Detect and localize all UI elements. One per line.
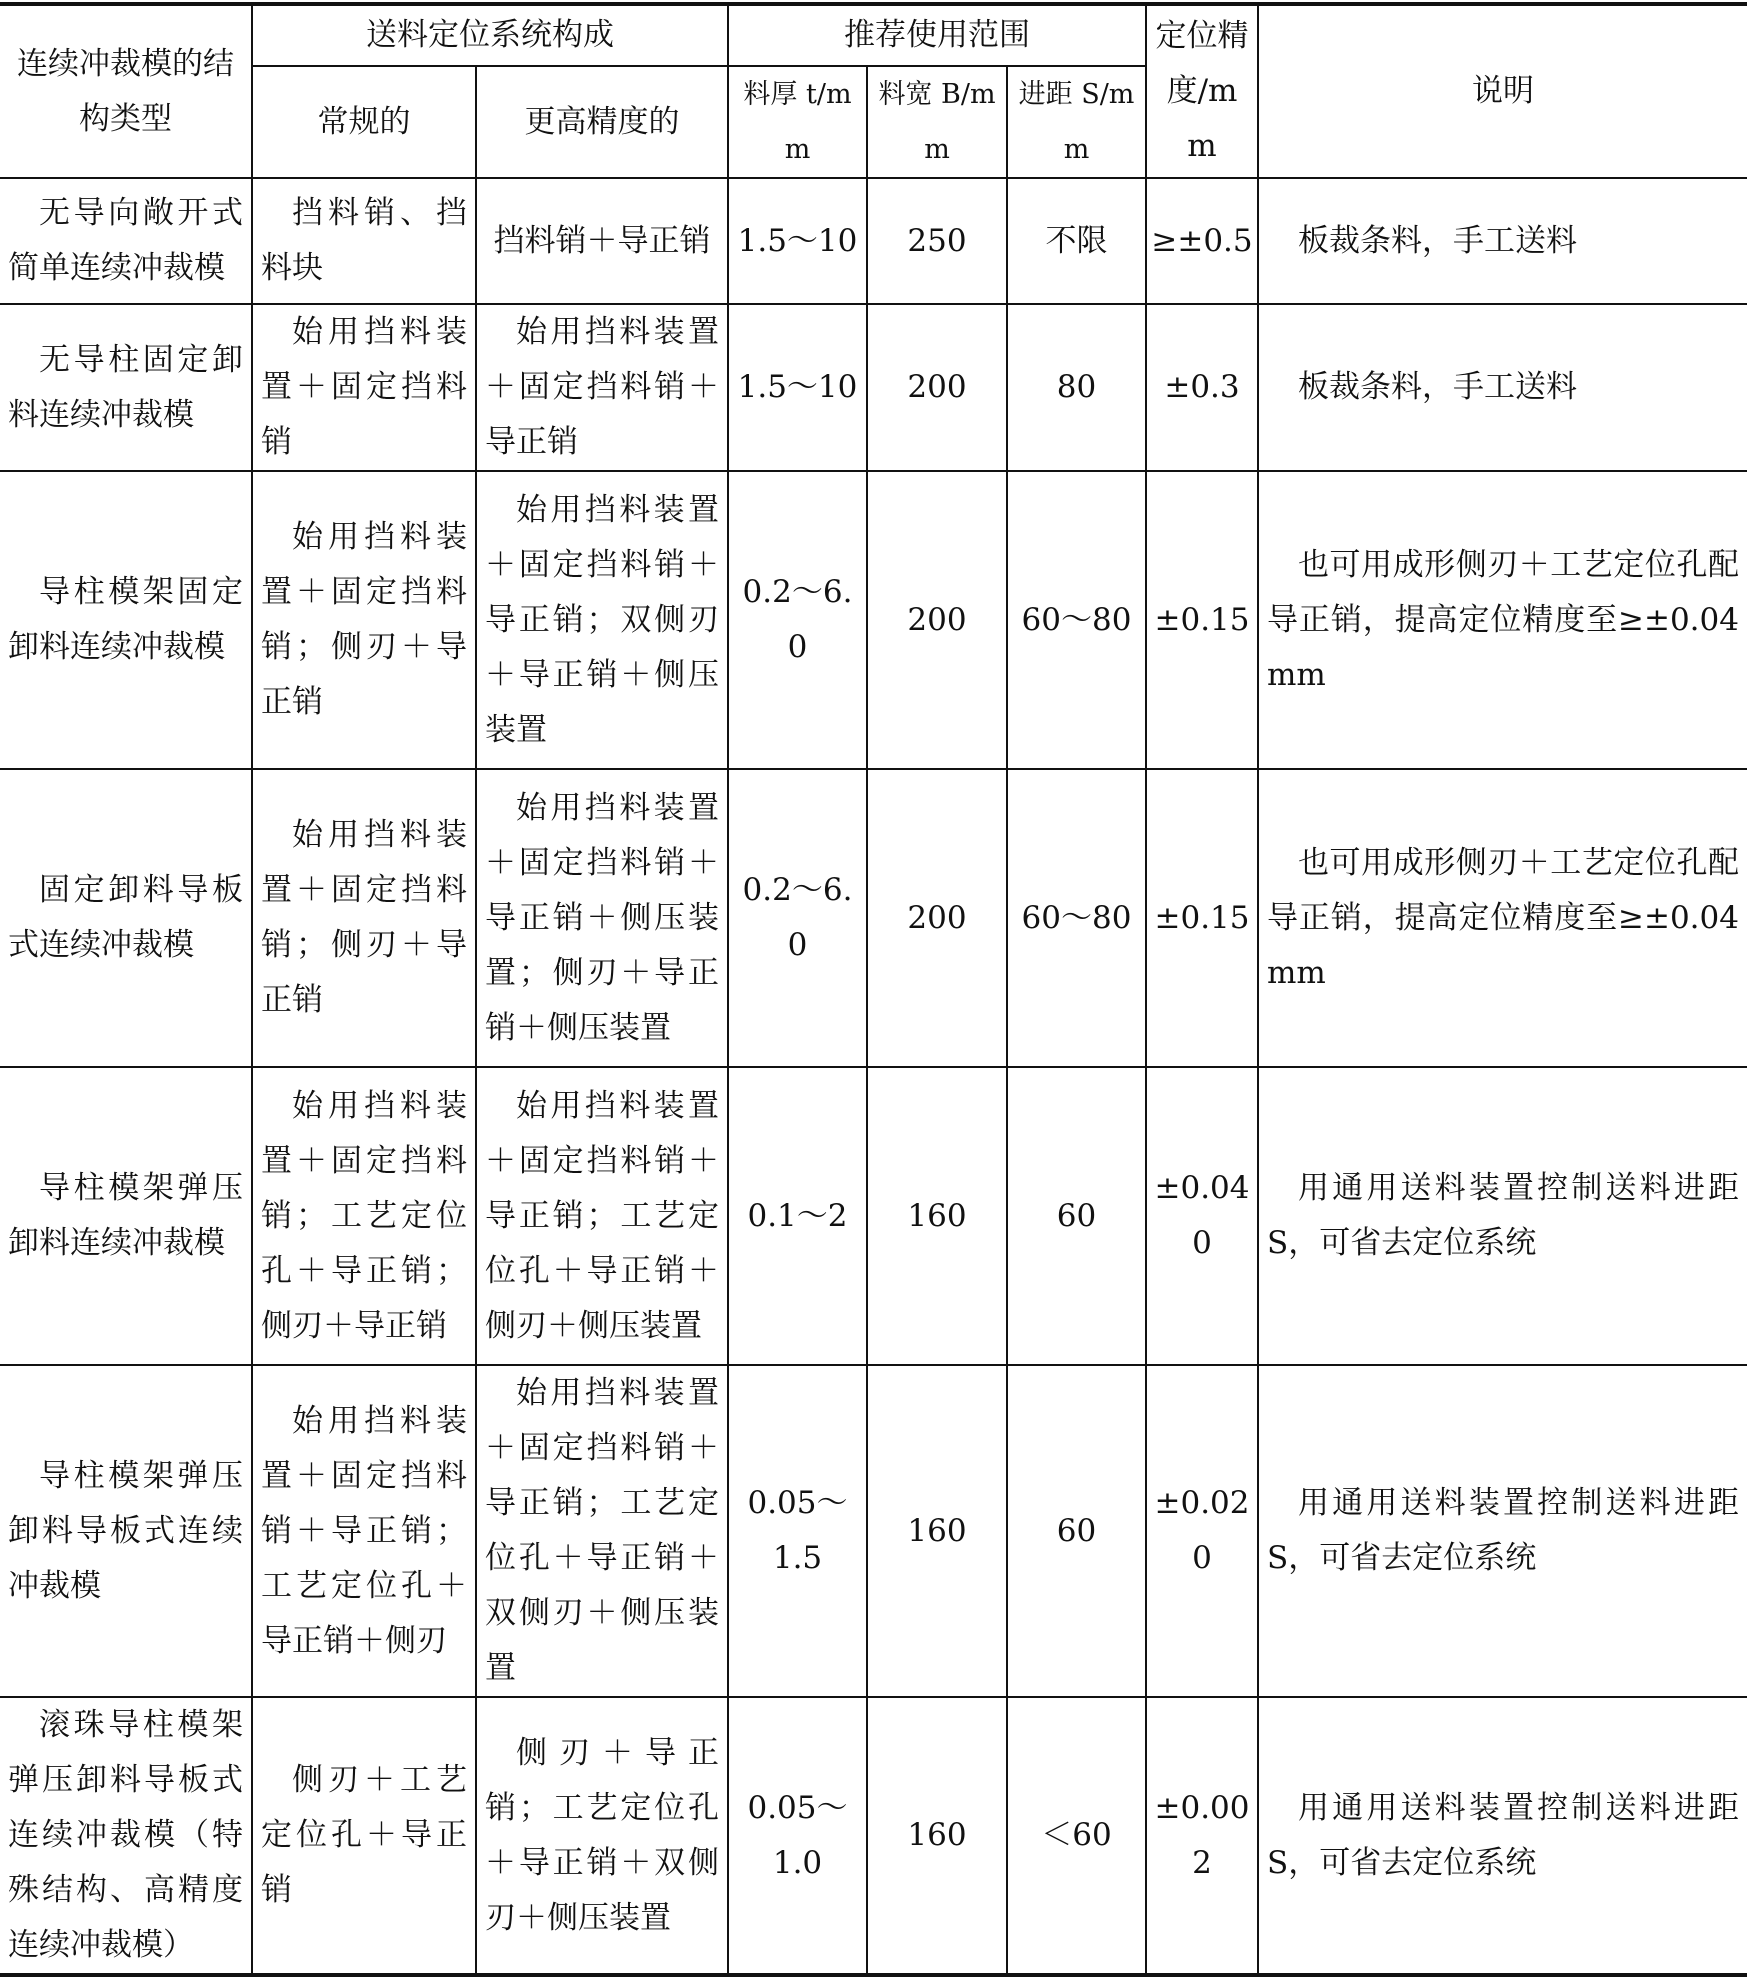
cell-accuracy: ±0.040: [1146, 1067, 1258, 1365]
cell-pitch: 60: [1007, 1365, 1146, 1697]
header-feeding-system: 送料定位系统构成: [252, 4, 728, 66]
cell-note: 也可用成形侧刃＋工艺定位孔配导正销，提高定位精度至≥±0.04mm: [1258, 769, 1747, 1067]
cell-width: 250: [867, 178, 1007, 304]
cell-pitch: ＜60: [1007, 1697, 1146, 1975]
header-structure-type: 连续冲裁模的结构类型: [0, 4, 252, 178]
cell-pitch: 60～80: [1007, 769, 1146, 1067]
cell-structure-type: 无导柱固定卸料连续冲裁模: [0, 304, 252, 471]
header-regular: 常规的: [252, 66, 476, 178]
cell-pitch: 60: [1007, 1067, 1146, 1365]
die-positioning-table: [0, 2, 1747, 1977]
cell-note: 板裁条料，手工送料: [1258, 178, 1747, 304]
cell-high-precision: 始用挡料装置＋固定挡料销＋导正销；工艺定位孔＋导正销＋侧刃＋侧压装置: [476, 1067, 728, 1365]
table-row: [0, 471, 1747, 769]
cell-thickness: 0.2～6.0: [728, 769, 867, 1067]
cell-thickness: 0.1～2: [728, 1067, 867, 1365]
cell-regular: 侧刃＋工艺定位孔＋导正销: [252, 1697, 476, 1975]
cell-width: 160: [867, 1365, 1007, 1697]
cell-note: 板裁条料，手工送料: [1258, 304, 1747, 471]
cell-width: 200: [867, 769, 1007, 1067]
header-note: 说明: [1258, 4, 1747, 178]
cell-regular: 始用挡料装置＋固定挡料销＋导正销；工艺定位孔＋导正销＋侧刃: [252, 1365, 476, 1697]
table-row: [0, 1067, 1747, 1365]
cell-high-precision: 始用挡料装置＋固定挡料销＋导正销＋侧压装置；侧刃＋导正销＋侧压装置: [476, 769, 728, 1067]
cell-high-precision: 侧刃＋导正销；工艺定位孔＋导正销＋双侧刃＋侧压装置: [476, 1697, 728, 1975]
cell-width: 160: [867, 1067, 1007, 1365]
cell-structure-type: 导柱模架弹压卸料导板式连续冲裁模: [0, 1365, 252, 1697]
cell-thickness: 1.5～10: [728, 304, 867, 471]
cell-width: 200: [867, 471, 1007, 769]
cell-accuracy: ±0.3: [1146, 304, 1258, 471]
cell-pitch: 80: [1007, 304, 1146, 471]
cell-pitch: 60～80: [1007, 471, 1146, 769]
cell-width: 160: [867, 1697, 1007, 1975]
cell-note: 用通用送料装置控制送料进距S，可省去定位系统: [1258, 1067, 1747, 1365]
cell-thickness: 0.05～1.0: [728, 1697, 867, 1975]
table-row: [0, 1697, 1747, 1975]
header-recommended-range: 推荐使用范围: [728, 4, 1146, 66]
header-accuracy: 定位精度/mm: [1146, 4, 1258, 178]
cell-note: 用通用送料装置控制送料进距S，可省去定位系统: [1258, 1365, 1747, 1697]
cell-structure-type: 固定卸料导板式连续冲裁模: [0, 769, 252, 1067]
cell-thickness: 0.2～6.0: [728, 471, 867, 769]
cell-accuracy: ±0.020: [1146, 1365, 1258, 1697]
cell-accuracy: ≥±0.5: [1146, 178, 1258, 304]
header-high-precision: 更高精度的: [476, 66, 728, 178]
table-row: [0, 769, 1747, 1067]
cell-high-precision: 始用挡料装置＋固定挡料销＋导正销；双侧刃＋导正销＋侧压装置: [476, 471, 728, 769]
cell-accuracy: ±0.15: [1146, 471, 1258, 769]
cell-regular: 始用挡料装置＋固定挡料销；工艺定位孔＋导正销；侧刃＋导正销: [252, 1067, 476, 1365]
table-row: [0, 178, 1747, 304]
cell-structure-type: 无导向敞开式简单连续冲裁模: [0, 178, 252, 304]
cell-thickness: 0.05～1.5: [728, 1365, 867, 1697]
cell-width: 200: [867, 304, 1007, 471]
cell-structure-type: 导柱模架弹压卸料连续冲裁模: [0, 1067, 252, 1365]
cell-regular: 始用挡料装置＋固定挡料销: [252, 304, 476, 471]
cell-structure-type: 滚珠导柱模架弹压卸料导板式连续冲裁模（特殊结构、高精度连续冲裁模）: [0, 1697, 252, 1975]
header-width: 料宽 B/mm: [867, 66, 1007, 178]
cell-regular: 始用挡料装置＋固定挡料销；侧刃＋导正销: [252, 769, 476, 1067]
table-row: [0, 1365, 1747, 1697]
cell-high-precision: 始用挡料装置＋固定挡料销＋导正销；工艺定位孔＋导正销＋双侧刃＋侧压装置: [476, 1365, 728, 1697]
cell-regular: 始用挡料装置＋固定挡料销；侧刃＋导正销: [252, 471, 476, 769]
cell-note: 也可用成形侧刃＋工艺定位孔配导正销，提高定位精度至≥±0.04mm: [1258, 471, 1747, 769]
cell-thickness: 1.5～10: [728, 178, 867, 304]
header-thickness: 料厚 t/mm: [728, 66, 867, 178]
cell-note: 用通用送料装置控制送料进距S，可省去定位系统: [1258, 1697, 1747, 1975]
header-pitch: 进距 S/mm: [1007, 66, 1146, 178]
cell-pitch: 不限: [1007, 178, 1146, 304]
cell-structure-type: 导柱模架固定卸料连续冲裁模: [0, 471, 252, 769]
cell-regular: 挡料销、挡料块: [252, 178, 476, 304]
table-row: [0, 304, 1747, 471]
cell-high-precision: 始用挡料装置＋固定挡料销＋导正销: [476, 304, 728, 471]
cell-high-precision: 挡料销＋导正销: [476, 178, 728, 304]
cell-accuracy: ±0.002: [1146, 1697, 1258, 1975]
cell-accuracy: ±0.15: [1146, 769, 1258, 1067]
